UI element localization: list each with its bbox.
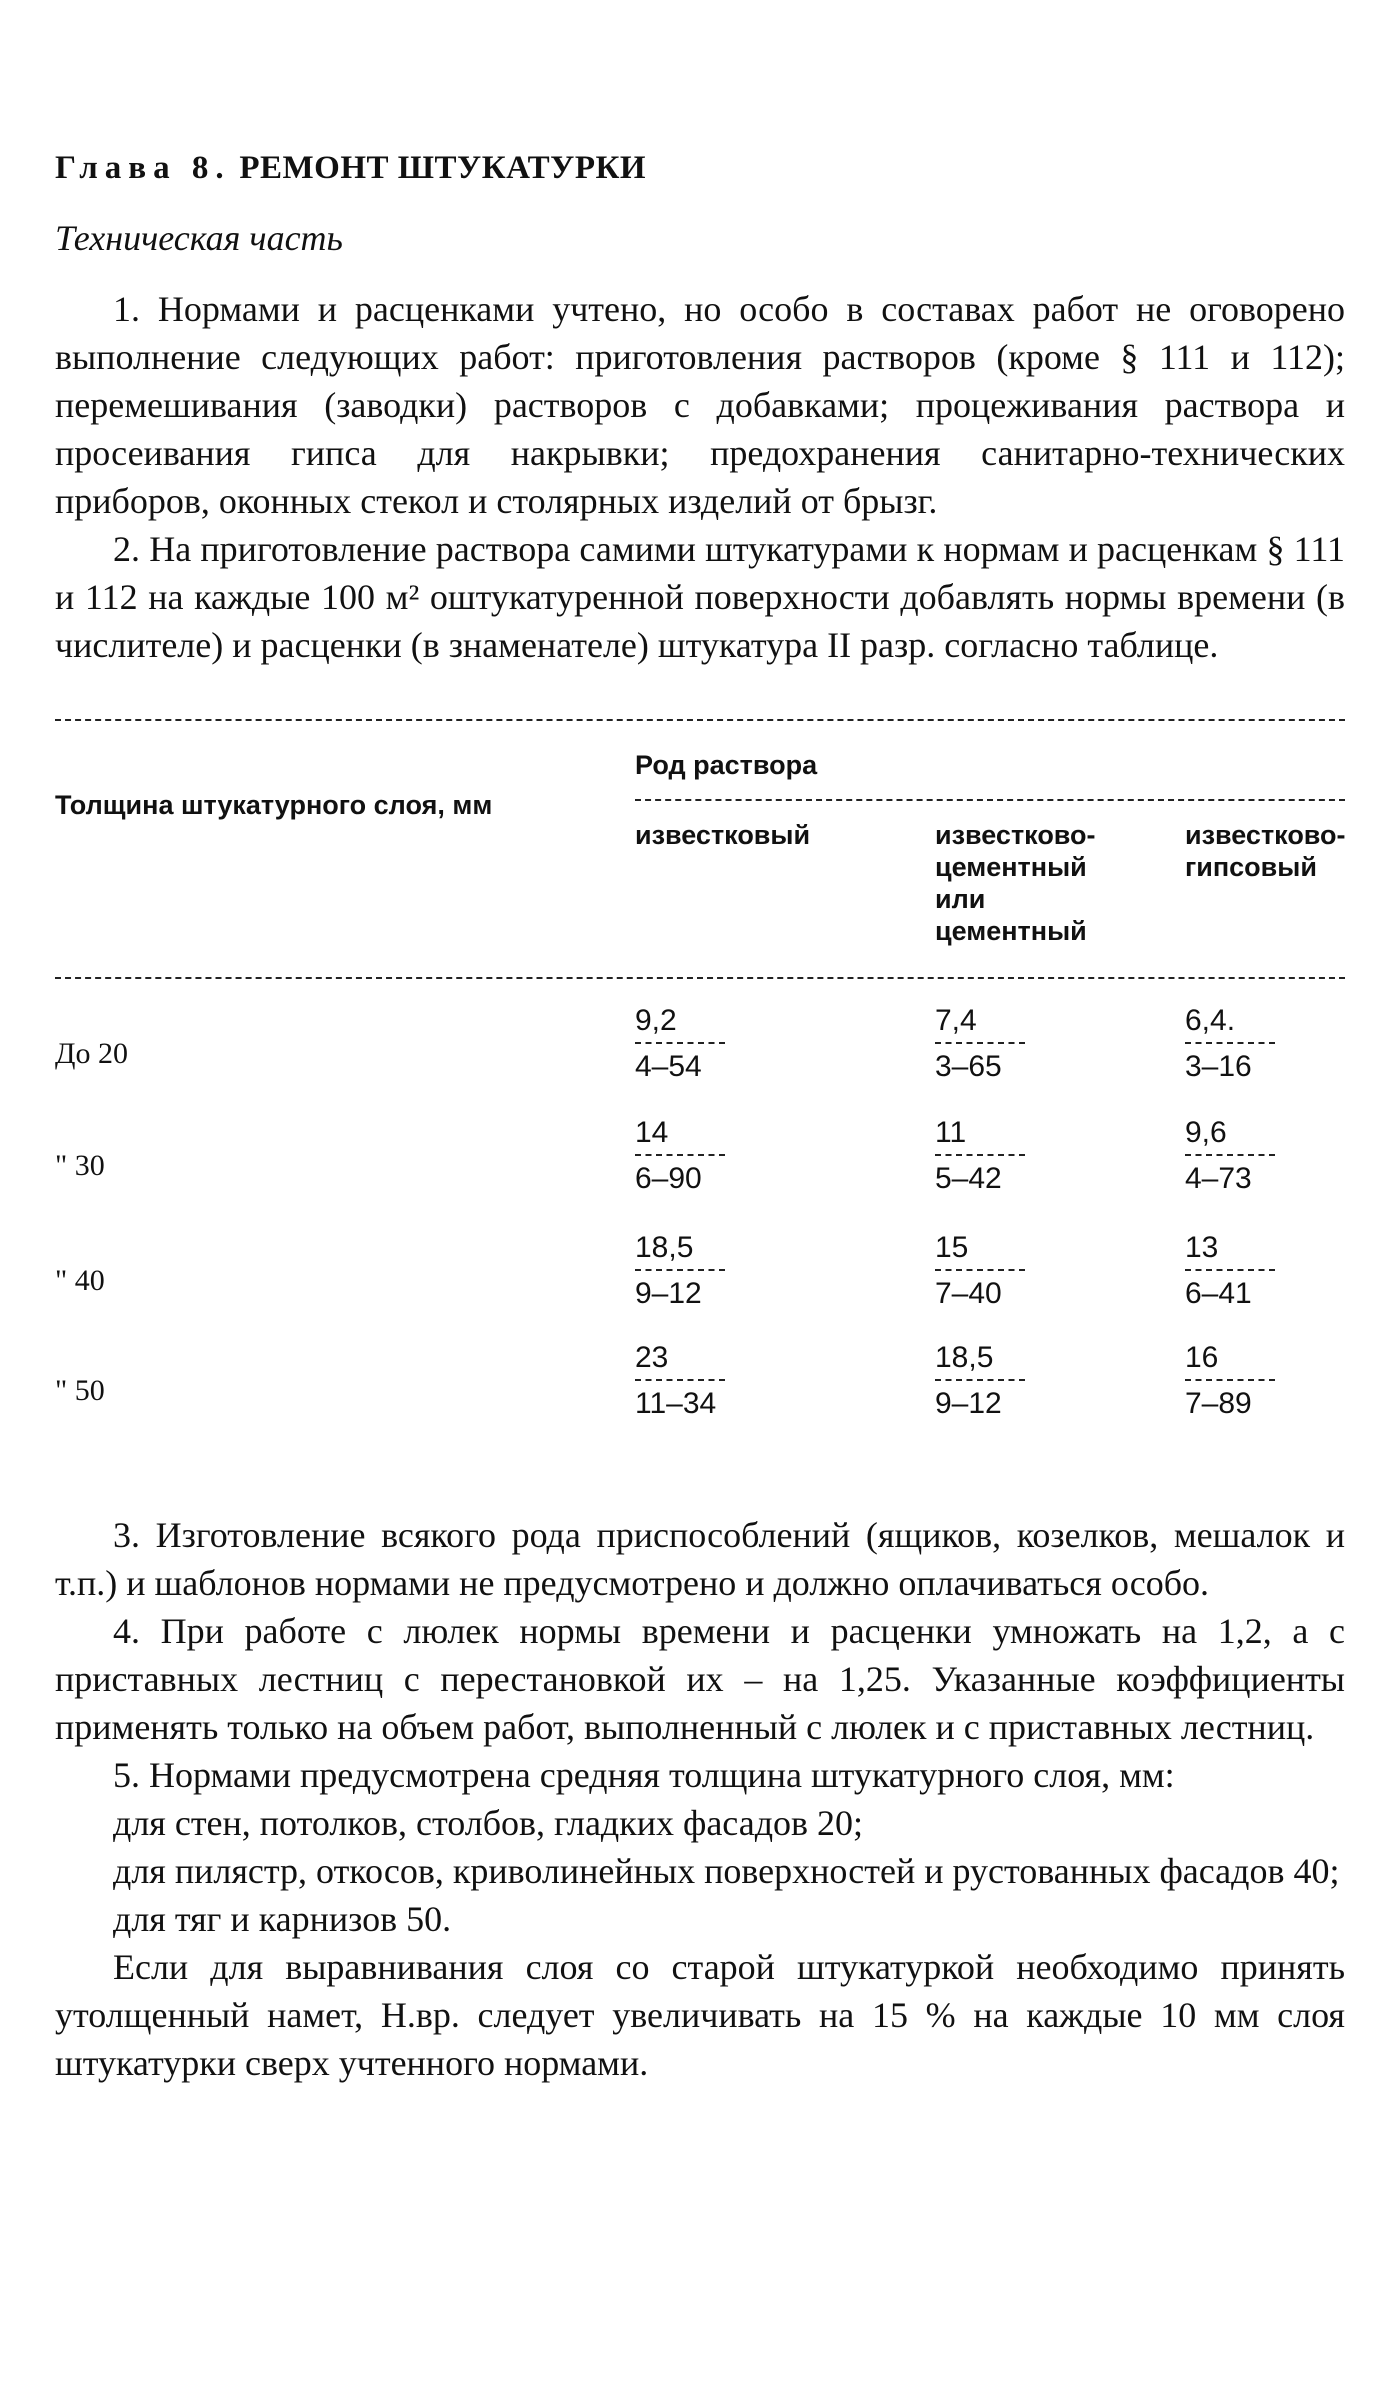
cell-r4-c2: [935, 1341, 1045, 1421]
cell-r4-c2-den: 9–12: [935, 1387, 1002, 1420]
cell-r1-c2: [935, 1004, 1045, 1084]
document-page: [55, 150, 1345, 2087]
cell-r3-c1-den: 9–12: [635, 1277, 702, 1310]
paragraph-5-walls: для стен, потолков, столбов, гладких фасадов 20;: [113, 1803, 864, 1843]
header-bottom-rule: [55, 977, 1345, 979]
cell-r4-c1-den: 11–34: [635, 1387, 717, 1420]
cell-r4-c3-den: 7–89: [1185, 1387, 1252, 1420]
chapter-prefix: Глава 8.: [55, 150, 231, 186]
section-subtitle: Техническая часть: [55, 218, 343, 258]
cell-r4-c3: [1185, 1341, 1295, 1421]
paragraph-5-cornices: для тяг и карнизов 50.: [113, 1899, 452, 1939]
cell-r3-c1: [635, 1231, 745, 1311]
paragraph-5-pilasters: для пилястр, откосов, криволинейных поверхностей и рустованных фасадов 40;: [113, 1851, 1340, 1891]
group-header-rule: [635, 799, 1345, 801]
paragraph-5: 5. Нормами предусмотрена средняя толщина штукатурного слоя, мм:: [113, 1755, 1175, 1795]
paragraph-6: Если для выравнивания слоя со старой штукатуркой необходимо принять утолщенный намет, Н.вр. следует увеличивать на 15 % на каждые 10 мм слоя штукатурки сверх учтенного нормами.: [55, 1947, 1345, 2083]
paragraph-1: 1. Нормами и расценками учтено, но особо в составах работ не оговорено выполнение следующих работ: приготовления растворов (кроме § 111 и 112); перемешивания (заводки) растворов с добавками; процеживания раствора и просеивания гипса для накрывки; предохранения санитарно-технических приборов, оконных стекол и столярных изделий от брызг.: [55, 289, 1345, 521]
paragraph-4: 4. При работе с люлек нормы времени и расценки умножать на 1,2, а с приставных лестниц с перестановкой их – на 1,25. Указанные коэффициенты применять только на объем работ, выполненный с люлек и с приставных лестниц.: [55, 1611, 1345, 1747]
cell-r2-c2-num: 11: [935, 1116, 1025, 1156]
cell-r2-c1-den: 6–90: [635, 1162, 702, 1195]
row-label-40: " 40: [55, 1264, 105, 1297]
cell-r2-c3: [1185, 1116, 1295, 1196]
cell-r2-c2-den: 5–42: [935, 1162, 1002, 1195]
chapter-title: РЕМОНТ ШТУКАТУРКИ: [239, 150, 647, 186]
row-label-50: " 50: [55, 1374, 105, 1407]
header-col-lime-gypsum: известково-гипсовый: [1185, 820, 1346, 882]
cell-r1-c3-num: 6,4.: [1185, 1004, 1275, 1044]
cell-r2-c1-num: 14: [635, 1116, 725, 1156]
cell-r3-c2-den: 7–40: [935, 1277, 1002, 1310]
paragraph-2: 2. На приготовление раствора самими штукатурами к нормам и расценкам § 111 и 112 на каждые 100 м² оштукатуренной поверхности добавлять нормы времени (в числителе) и расценки (в знаменателе) штукатура II разр. согласно таблице.: [55, 529, 1345, 665]
cell-r3-c3-num: 13: [1185, 1231, 1275, 1271]
cell-r1-c1: [635, 1004, 745, 1084]
paragraph-3: 3. Изготовление всякого рода приспособлений (ящиков, козелков, мешалок и т.п.) и шаблонов нормами не предусмотрено и должно оплачиваться особо.: [55, 1515, 1345, 1603]
cell-r3-c2: [935, 1231, 1045, 1311]
row-label-20: До 20: [55, 1037, 128, 1070]
table-top-rule: [55, 719, 1345, 721]
cell-r4-c2-num: 18,5: [935, 1341, 1025, 1381]
cell-r1-c1-num: 9,2: [635, 1004, 725, 1044]
cell-r1-c1-den: 4–54: [635, 1050, 702, 1083]
cell-r2-c1: [635, 1116, 745, 1196]
header-col-lime-cement: известково-цементный или цементный: [935, 820, 1096, 946]
norms-table: [55, 719, 1345, 1489]
cell-r3-c3-den: 6–41: [1185, 1277, 1252, 1310]
cell-r2-c2: [935, 1116, 1045, 1196]
cell-r2-c3-den: 4–73: [1185, 1162, 1252, 1195]
cell-r3-c3: [1185, 1231, 1295, 1311]
header-thickness: Толщина штукатурного слоя, мм: [55, 790, 493, 820]
cell-r2-c3-num: 9,6: [1185, 1116, 1275, 1156]
cell-r1-c2-den: 3–65: [935, 1050, 1002, 1083]
cell-r4-c3-num: 16: [1185, 1341, 1275, 1381]
cell-r1-c2-num: 7,4: [935, 1004, 1025, 1044]
cell-r1-c3-den: 3–16: [1185, 1050, 1252, 1083]
header-col-lime: известковый: [635, 820, 811, 850]
cell-r3-c2-num: 15: [935, 1231, 1025, 1271]
cell-r4-c1-num: 23: [635, 1341, 725, 1381]
header-mortar-type: Род раствора: [635, 750, 818, 780]
cell-r4-c1: [635, 1341, 745, 1421]
cell-r1-c3: [1185, 1004, 1295, 1084]
row-label-30: " 30: [55, 1149, 105, 1182]
chapter-heading: [55, 150, 1345, 187]
cell-r3-c1-num: 18,5: [635, 1231, 725, 1271]
